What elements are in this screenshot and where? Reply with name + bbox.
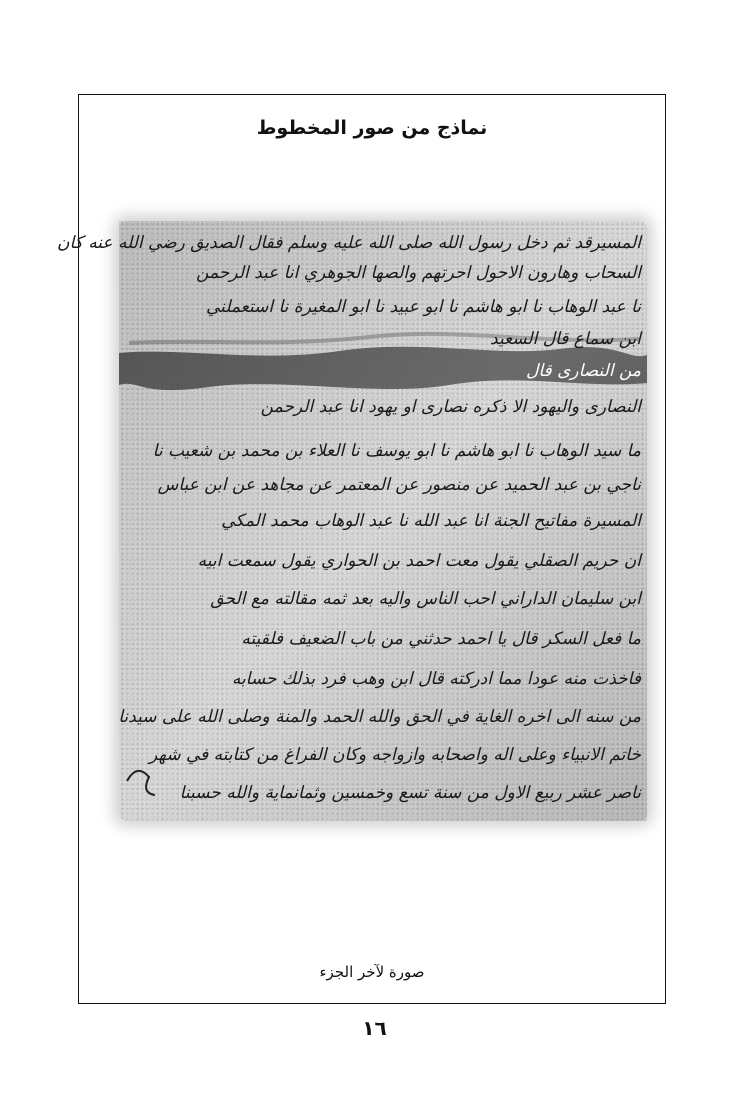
manuscript-line: ناصر عشر ربيع الاول من سنة تسع وخمسين وثمانماية والله حسبنا — [179, 783, 641, 803]
manuscript-line: النصارى واليهود الا ذكره نصارى او يهود انا عبد الرحمن — [260, 397, 641, 417]
manuscript-image — [57, 221, 647, 821]
manuscript-line: المسيرقد ثم دخل رسول الله صلى الله عليه وسلم فقال الصديق رضي الله عنه كان — [57, 233, 641, 253]
page-title: نماذج من صور المخطوط — [256, 117, 488, 139]
figure-caption: صورة لآخر الجزء — [319, 963, 425, 981]
manuscript-line: خاتم الانبياء وعلى اله واصحابه وازواجه وكان الفراغ من كتابته في شهر — [149, 745, 641, 765]
manuscript-line: نا عبد الوهاب نا ابو هاشم نا ابو عبيد نا ابو المغيرة نا استعملني — [206, 297, 641, 317]
manuscript-line: ابن سليمان الداراني احب الناس واليه بعد ثمه مقالته مع الحق — [210, 589, 641, 609]
manuscript-line: من سنه الى اخره الغاية في الحق والله الحمد والمنة وصلى الله على سيدنا — [118, 707, 641, 727]
manuscript-line: ابن سماع قال السعيد — [490, 329, 641, 349]
manuscript-line: من النصارى قال — [526, 361, 641, 381]
manuscript-line: السحاب وهارون الاحول احرتهم والصها الجوهري انا عبد الرحمن — [196, 263, 641, 283]
manuscript-line: ما فعل السكر قال يا احمد حدثني من باب الضعيف فلقيته — [241, 629, 641, 649]
manuscript-line: ان حريم الصقلي يقول معت احمد بن الحواري يقول سمعت ابيه — [197, 551, 641, 571]
manuscript-line: ناجي بن عبد الحميد عن منصور عن المعتمر عن مجاهد عن ابن عباس — [157, 475, 641, 495]
manuscript-line: المسيرة مفاتيح الجنة انا عبد الله نا عبد الوهاب محمد المكي — [221, 511, 641, 531]
page-frame — [57, 94, 666, 1004]
manuscript-line: ما سيد الوهاب نا ابو هاشم نا ابو يوسف نا العلاء بن محمد بن شعيب نا — [152, 441, 641, 461]
page-number: ١٦ — [362, 1016, 387, 1040]
manuscript-line: فاخذت منه عودا مما ادركته قال ابن وهب فرد بذلك حسابه — [231, 669, 641, 689]
